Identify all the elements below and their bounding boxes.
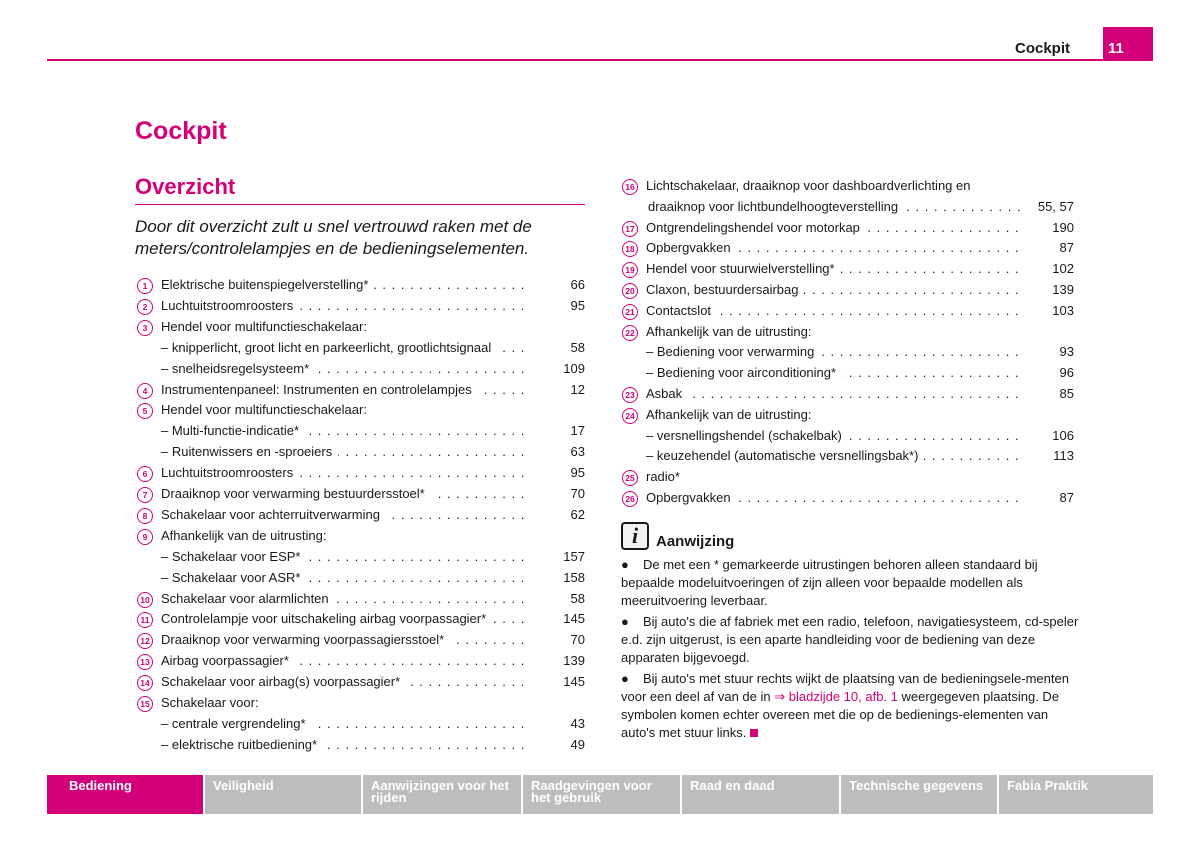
list-item [622,364,1074,382]
note-bullet: ● Bij auto's die af fabriek met een radio, telefoon, navigatiesysteem, cd-speler e.d. zijn uitgerust, is een aparte handleiding voor de bediening van deze apparaten bijgevoegd. [621,613,1081,667]
item-label: Controlelampje voor uitschakeling airbag voorpassagier* . . . [161,610,531,628]
list-item [137,590,585,608]
item-page-number[interactable]: 103 [1052,302,1074,318]
item-number-badge: 17 [622,221,638,237]
item-label: Schakelaar voor alarmlichten . . . [161,590,531,608]
list-item [137,360,585,378]
item-number-badge: 6 [137,466,153,482]
item-page-number[interactable]: 158 [563,569,585,585]
item-page-number[interactable]: 145 [563,611,585,627]
item-label: Asbak . . . [646,385,1020,403]
item-page-number[interactable]: 49 [570,736,585,752]
item-label: Opbergvakken . . . [646,239,1020,257]
item-label: Hendel voor multifunctieschakelaar: [161,401,531,419]
item-page-number[interactable]: 95 [570,465,585,481]
item-number-badge: 11 [137,612,153,628]
item-number-badge: 26 [622,491,638,507]
item-label: – centrale vergrendeling* . . . [161,715,531,733]
list-item [622,198,1074,216]
list-item [137,569,585,587]
item-page-number[interactable]: 109 [563,360,585,376]
item-label: Hendel voor multifunctieschakelaar: [161,318,531,336]
item-page-number[interactable]: 139 [563,653,585,669]
list-item [137,548,585,566]
list-item [622,323,1074,341]
item-label: Hendel voor stuurwielverstelling* . . . [646,260,1020,278]
item-page-number[interactable]: 145 [563,674,585,690]
end-square-icon [750,729,758,737]
header-rule [47,59,1153,61]
note-bullet-text: De met een * gemarkeerde uitrustingen behoren alleen standaard bij bepaalde modeluitvoeringen of zijn alleen voor bepaalde modellen als meeruitvoering leverbaar. [621,557,1038,608]
list-item [622,219,1074,237]
item-label: – Ruitenwissers en -sproeiers . . . [161,443,531,461]
item-page-number[interactable]: 55, 57 [1037,198,1074,214]
item-page-number[interactable]: 58 [570,590,585,606]
list-item [622,281,1074,299]
tab-bediening[interactable]: Bediening [47,775,203,814]
list-item [137,381,585,399]
item-label: – Bediening voor airconditioning* . . . [646,364,1020,382]
item-label: Draaiknop voor verwarming bestuurdersstoel* . . . [161,485,531,503]
item-label: – knipperlicht, groot licht en parkeerlicht, grootlichtsignaal . . . [161,339,531,357]
item-label: – Schakelaar voor ASR* . . . [161,569,531,587]
list-item [622,406,1074,424]
list-item [137,443,585,461]
item-label: Schakelaar voor airbag(s) voorpassagier* . . . [161,673,531,691]
list-item [622,447,1074,465]
item-label: Lichtschakelaar, draaiknop voor dashboardverlichting en [646,177,1020,195]
list-item [137,631,585,649]
item-page-number[interactable]: 70 [570,486,585,501]
list-item [622,468,1074,486]
page-number: 11 [1103,27,1153,61]
item-label: Schakelaar voor achterruitverwarming . . . [161,506,531,524]
item-label: Elektrische buitenspiegelverstelling* . . . [161,276,531,294]
list-item [137,401,585,419]
list-item [137,464,585,482]
item-page-number[interactable]: 113 [1053,448,1074,464]
item-number-badge: 1 [137,278,153,294]
item-number-badge: 2 [137,299,153,315]
item-number-badge: 16 [622,179,638,195]
tab-fabia-praktik[interactable]: Fabia Praktik [999,775,1153,814]
item-label: draaiknop voor lichtbundelhoogteverstelling . . . [648,198,1020,216]
list-item [622,489,1074,507]
item-page-number[interactable]: 63 [570,444,585,460]
list-item [137,276,585,294]
item-page-number[interactable]: 17 [570,423,585,439]
list-item [137,673,585,691]
item-label: – Schakelaar voor ESP* . . . [161,548,531,566]
intro-text: Door dit overzicht zult u snel vertrouwd raken met de meters/controlelampjes en de bedieningselementen. [135,217,532,258]
item-number-badge: 15 [137,696,153,712]
item-number-badge: 24 [622,408,638,424]
item-number-badge: 18 [622,241,638,257]
item-page-number[interactable]: 96 [1059,365,1074,381]
item-number-badge: 3 [137,320,153,336]
note-bullet-text: Bij auto's met stuur rechts wijkt de plaatsing van de bedieningsele-menten voor een deel af van de in [621,671,1069,704]
list-item [137,527,585,545]
tab-veiligheid[interactable]: Veiligheid [205,775,361,814]
item-page-number[interactable]: 85 [1059,386,1074,401]
item-page-number[interactable]: 70 [570,632,585,648]
note-title: Aanwijzing [656,533,735,550]
item-page-number[interactable]: 43 [570,715,585,731]
item-label: – keuzehendel (automatische versnellingsbak*) . . . [646,447,1020,465]
item-number-badge: 21 [622,304,638,320]
header-title: Cockpit [1014,40,1070,57]
item-number-badge: 5 [137,403,153,419]
item-label: Luchtuitstroomroosters . . . [161,297,531,315]
tab-raadgevingen-voor-het-gebruik[interactable]: Raadgevingen voor het gebruik [523,775,680,814]
item-label: Afhankelijk van de uitrusting: [161,527,531,545]
item-page-number[interactable]: 157 [563,548,585,564]
item-page-number[interactable]: 62 [570,506,585,522]
note-bullet: ● De met een * gemarkeerde uitrustingen behoren alleen standaard bij bepaalde modeluitvoeringen of zijn alleen voor bepaalde modellen als meeruitvoering leverbaar. [621,556,1081,610]
note-bullet-text: weergegeven plaatsing. De symbolen komen echter overeen met die op de bedienings-elementen van auto's met stuur links. [621,689,1060,740]
item-number-badge: 9 [137,529,153,545]
item-number-badge: 12 [137,633,153,649]
list-item [137,736,585,754]
item-page-number[interactable]: 106 [1052,427,1074,443]
item-page-number[interactable]: 58 [570,339,585,355]
list-item [137,652,585,670]
item-label: Afhankelijk van de uitrusting: [646,323,1020,341]
list-item [137,506,585,524]
item-number-badge: 4 [137,383,153,399]
item-page-number[interactable]: 139 [1052,282,1074,297]
tab-aanwijzingen-voor-het-rijden[interactable]: Aanwijzingen voor het rijden [363,775,521,814]
item-label: Opbergvakken . . . [646,489,1020,507]
chapter-tabs [47,775,1153,814]
item-number-badge: 22 [622,325,638,341]
list-item [622,177,1074,195]
item-number-badge: 20 [622,283,638,299]
item-number-badge: 13 [137,654,153,670]
item-label: – elektrische ruitbediening* . . . [161,736,531,754]
item-page-number[interactable]: 87 [1059,490,1074,505]
item-label: radio* [646,468,1020,486]
item-number-badge: 8 [137,508,153,524]
item-page-number[interactable]: 87 [1059,240,1074,256]
list-item [622,385,1074,403]
item-label: – versnellingshendel (schakelbak) . . . [646,427,1020,445]
list-item [137,318,585,336]
item-number-badge: 25 [622,470,638,486]
item-page-number[interactable]: 95 [570,297,585,313]
tab-technische-gegevens[interactable]: Technische gegevens [841,775,997,814]
list-item [622,302,1074,320]
list-item [622,343,1074,361]
item-label: Draaiknop voor verwarming voorpassagiersstoel* . . . [161,631,531,649]
item-label: Afhankelijk van de uitrusting: [646,406,1020,424]
item-label: Luchtuitstroomroosters . . . [161,464,531,482]
list-item [137,610,585,628]
item-label: Ontgrendelingshendel voor motorkap . . . [646,219,1020,237]
list-item [622,260,1074,278]
item-page-number[interactable]: 190 [1052,219,1074,235]
list-item [137,339,585,357]
list-item [622,427,1074,445]
item-label: Schakelaar voor: [161,694,531,712]
item-page-number[interactable]: 66 [570,277,585,292]
note-bullet: ● Bij auto's met stuur rechts wijkt de plaatsing van de bedieningsele-menten voor een deel af van de in ⇒ bladzijde 10, afb. 1 weergegeven plaatsing. De symbolen komen echter overeen met die op de bedienings-elementen van auto's met stuur links. [621,671,1069,740]
item-page-number[interactable]: 12 [570,381,585,397]
item-number-badge: 10 [137,592,153,608]
list-item [622,239,1074,257]
page-title: Cockpit [135,117,227,145]
info-i-icon: i [621,522,649,550]
tab-raad-en-daad[interactable]: Raad en daad [682,775,839,814]
item-label: Airbag voorpassagier* . . . [161,652,531,670]
item-number-badge: 7 [137,487,153,503]
list-item [137,422,585,440]
item-label: Claxon, bestuurdersairbag . . . [646,281,1020,299]
list-item [137,297,585,315]
list-item [137,694,585,712]
item-number-badge: 23 [622,387,638,403]
note-bullet-text: Bij auto's die af fabriek met een radio, telefoon, navigatiesysteem, cd-speler e.d. zijn uitgerust, is een aparte handleiding voor de bediening van deze apparaten bijgevoegd. [621,614,1079,665]
list-item [137,485,585,503]
list-item [137,715,585,733]
section-rule [135,204,585,205]
item-label: Instrumentenpaneel: Instrumenten en controlelampjes . . . [161,381,531,399]
item-label: – snelheidsregelsysteem* . . . [161,360,531,378]
item-number-badge: 14 [137,675,153,691]
item-label: – Multi-functie-indicatie* . . . [161,422,531,440]
page-reference-link[interactable]: ⇒ bladzijde 10, afb. 1 [774,689,898,704]
item-page-number[interactable]: 93 [1059,344,1074,360]
item-page-number[interactable]: 102 [1052,261,1074,277]
item-label: Contactslot . . . [646,302,1020,320]
item-label: – Bediening voor verwarming . . . [646,343,1020,361]
item-number-badge: 19 [622,262,638,278]
section-title: Overzicht [135,174,236,199]
